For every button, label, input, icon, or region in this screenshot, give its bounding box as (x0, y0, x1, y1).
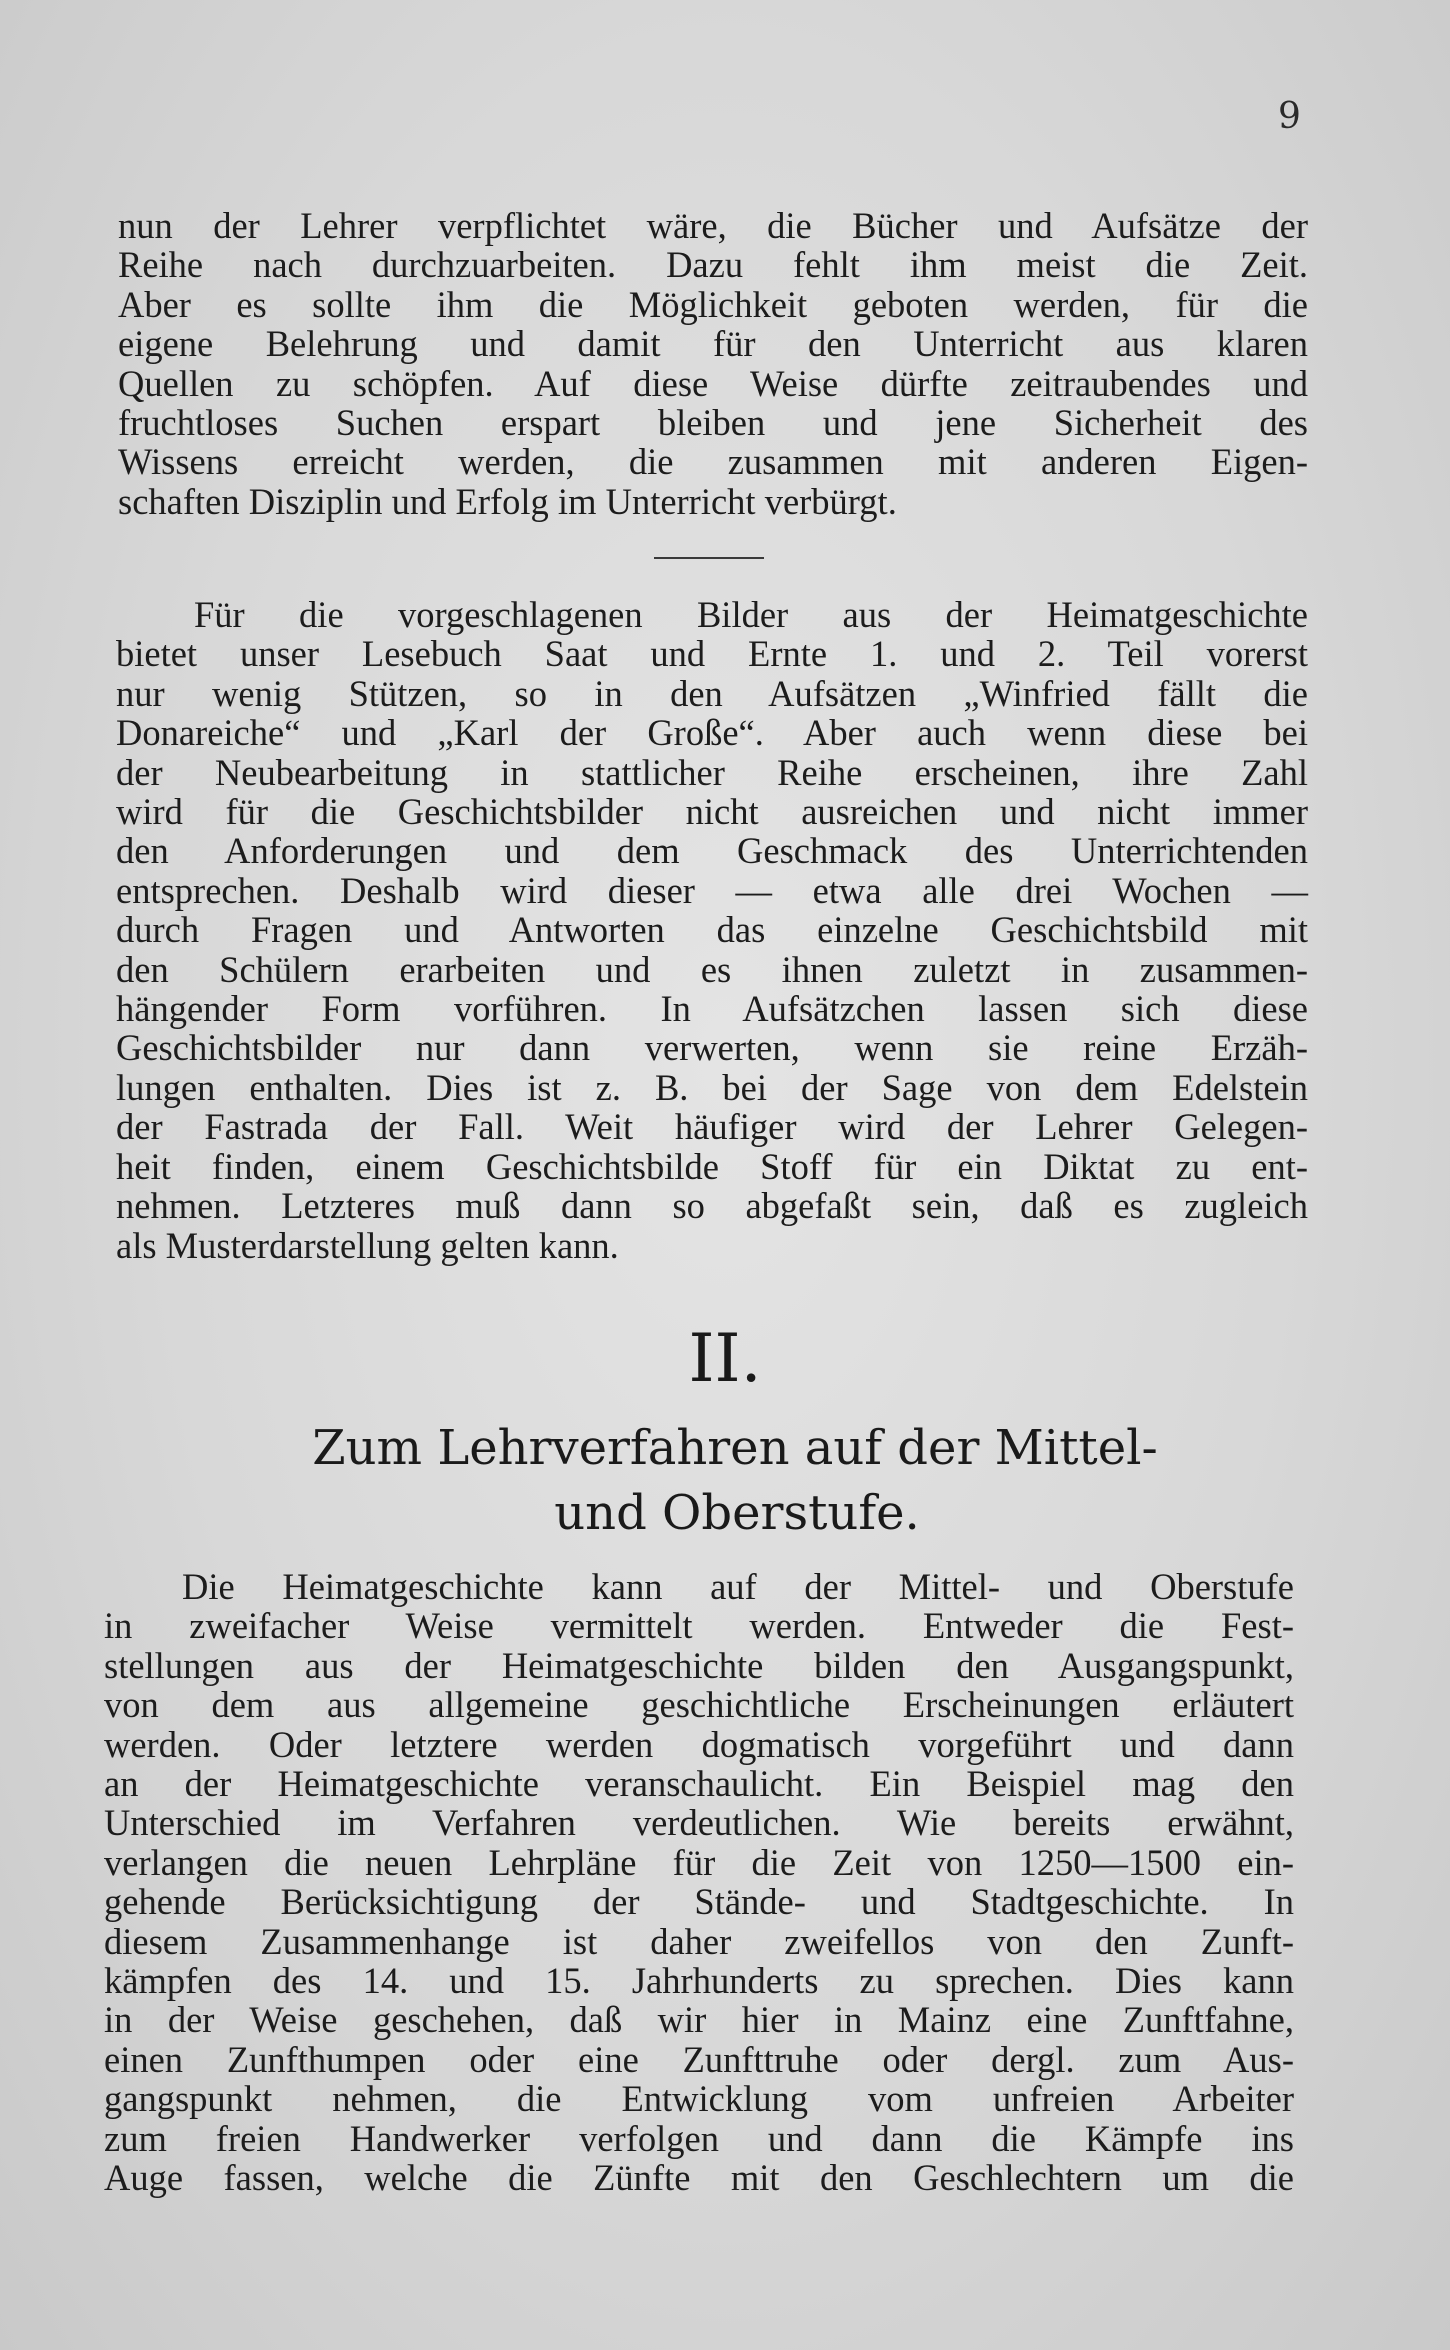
text-line: Quellen zu schöpfen. Auf diese Weise dürfte zeitraubendes und (118, 362, 1308, 404)
text-line: zum freien Handwerker verfolgen und dann die Kämpfe ins (104, 2117, 1294, 2159)
text-line: nehmen. Letzteres muß dann so abgefaßt sein, daß es zugleich (116, 1185, 1308, 1227)
text-line: gehende Berücksichtigung der Stände- und Stadtgeschichte. In (104, 1881, 1294, 1923)
text-line: Reihe nach durchzuarbeiten. Dazu fehlt ihm meist die Zeit. (118, 244, 1308, 286)
section-title-line-1: Zum Lehrverfahren auf der Mittel- (312, 1420, 1158, 1476)
text-line: in zweifacher Weise vermittelt werden. Entweder die Fest- (104, 1605, 1294, 1647)
section-divider (654, 557, 764, 559)
paragraph-3 (104, 1567, 1294, 2198)
text-line: lungen enthalten. Dies ist z. B. bei der Sage von dem Edelstein (116, 1066, 1308, 1108)
text-line: Wissens erreicht werden, die zusammen mit anderen Eigen- (118, 441, 1308, 483)
text-line: Für die vorgeschlagenen Bilder aus der Heimatgeschichte (194, 594, 1308, 635)
text-line: wird für die Geschichtsbilder nicht ausreichen und nicht immer (116, 791, 1308, 833)
text-line: durch Fragen und Antworten das einzelne Geschichtsbild mit (116, 909, 1308, 951)
text-line: Unterschied im Verfahren verdeutlichen. Wie bereits erwähnt, (104, 1802, 1294, 1844)
text-line: verlangen die neuen Lehrpläne für die Zeit von 1250—1500 ein- (104, 1841, 1294, 1883)
paragraph-2 (116, 595, 1308, 1265)
text-line: von dem aus allgemeine geschichtliche Erscheinungen erläutert (104, 1684, 1294, 1726)
text-line: hängender Form vorführen. In Aufsätzchen lassen sich diese (116, 988, 1308, 1030)
text-line: nun der Lehrer verpflichtet wäre, die Bücher und Aufsätze der (118, 205, 1308, 246)
text-line: der Fastrada der Fall. Weit häufiger wird der Lehrer Gelegen- (116, 1106, 1308, 1148)
text-line: nur wenig Stützen, so in den Aufsätzen „Winfried fällt die (116, 672, 1308, 714)
text-line: Aber es sollte ihm die Möglichkeit geboten werden, für die (118, 283, 1308, 325)
text-line: heit finden, einem Geschichtsbilde Stoff für ein Diktat zu ent- (116, 1145, 1308, 1187)
text-line: den Schülern erarbeiten und es ihnen zuletzt in zusammen- (116, 948, 1308, 990)
section-title-line-2: und Oberstufe. (554, 1485, 920, 1541)
text-line: Geschichtsbilder nur dann verwerten, wenn sie reine Erzäh- (116, 1027, 1308, 1069)
text-line: der Neubearbeitung in stattlicher Reihe erscheinen, ihre Zahl (116, 751, 1308, 793)
text-line: eigene Belehrung und damit für den Unterricht aus klaren (118, 323, 1308, 365)
text-line: Die Heimatgeschichte kann auf der Mittel- und Oberstufe (182, 1566, 1294, 1607)
text-line: bietet unser Lesebuch Saat und Ernte 1. und 2. Teil vorerst (116, 633, 1308, 675)
text-line: diesem Zusammenhange ist daher zweifellos von den Zunft- (104, 1920, 1294, 1962)
text-line: an der Heimatgeschichte veranschaulicht. Ein Beispiel mag den (104, 1763, 1294, 1805)
text-line: in der Weise geschehen, daß wir hier in Mainz eine Zunftfahne, (104, 1999, 1294, 2041)
text-line: gangspunkt nehmen, die Entwicklung vom unfreien Arbeiter (104, 2078, 1294, 2120)
text-line: stellungen aus der Heimatgeschichte bilden den Ausgangspunkt, (104, 1644, 1294, 1686)
text-line: Donareiche“ und „Karl der Große“. Aber auch wenn diese bei (116, 712, 1308, 754)
paragraph-1 (118, 206, 1308, 521)
text-line: entsprechen. Deshalb wird dieser — etwa alle drei Wochen — (116, 869, 1308, 911)
text-line: werden. Oder letztere werden dogmatisch vorgeführt und dann (104, 1723, 1294, 1765)
text-line: schaften Disziplin und Erfolg im Unterricht verbürgt. (118, 480, 897, 522)
text-line: als Musterdarstellung gelten kann. (116, 1224, 619, 1266)
text-line: Auge fassen, welche die Zünfte mit den Geschlechtern um die (104, 2157, 1294, 2199)
text-line: kämpfen des 14. und 15. Jahrhunderts zu sprechen. Dies kann (104, 1960, 1294, 2002)
text-line: fruchtloses Suchen erspart bleiben und jene Sicherheit des (118, 402, 1308, 444)
text-line: einen Zunfthumpen oder eine Zunfttruhe oder dergl. zum Aus- (104, 2038, 1294, 2080)
page-number: 9 (1278, 96, 1301, 137)
text-line: den Anforderungen und dem Geschmack des Unterrichtenden (116, 830, 1308, 872)
section-numeral: II. (688, 1320, 762, 1397)
